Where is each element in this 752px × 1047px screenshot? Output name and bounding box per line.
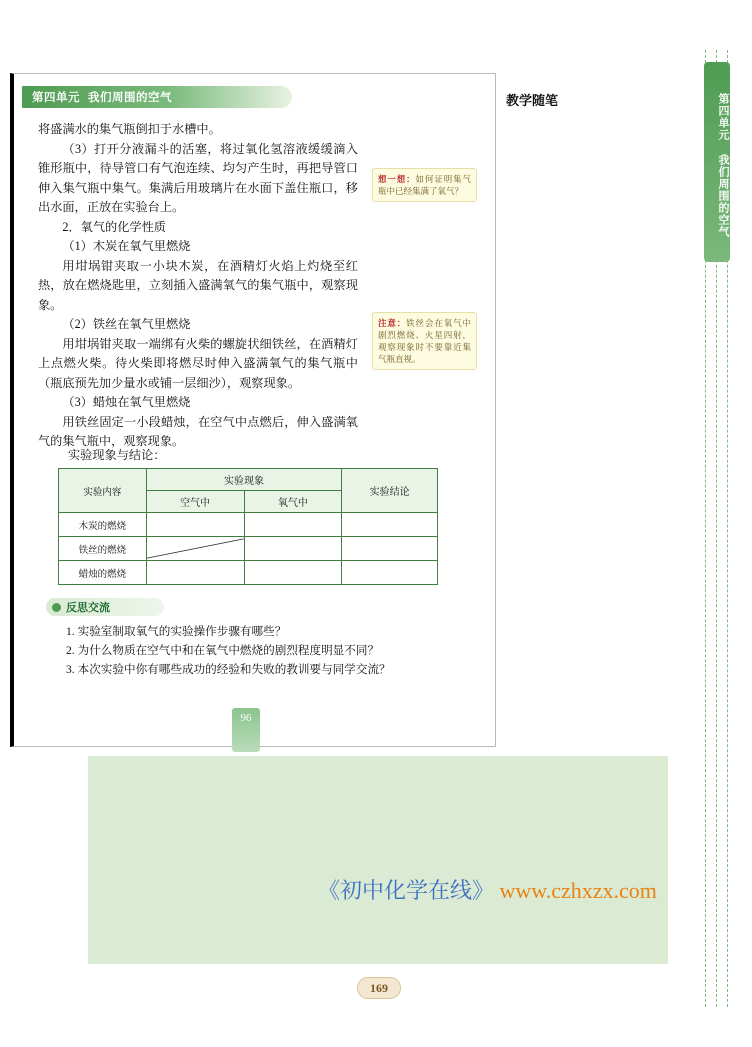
watermark [318,874,657,905]
cell-oxygen[interactable] [244,537,342,561]
cell-air[interactable] [146,537,244,561]
body-subheading: 2．氧气的化学性质 [62,219,166,234]
list-item: 3. 本次实验中你有哪些成功的经验和失败的教训要与同学交流？ [66,663,391,676]
th-air: 空气中 [146,491,244,513]
list-item: 2. 为什么物质在空气中和在氧气中燃烧的剧烈程度明显不同？ [66,644,380,657]
th-conclusion: 实验结论 [342,469,438,513]
cell-air[interactable] [146,513,244,537]
th-phenomenon: 实验现象 [146,469,341,491]
cell-content: 蜡烛的燃烧 [59,561,147,585]
watermark-site-name: 《初中化学在线》 [318,878,495,903]
unit-number-label: 第四单元 [32,92,80,104]
cell-oxygen[interactable] [244,561,342,585]
body-paragraph: （3）打开分液漏斗的活塞，将过氧化氢溶液缓缓滴入锥形瓶中，待导管口有气泡连续、均匀产生时，再把导管口伸入集气瓶中集气。集满后用玻璃片在水面下盖住瓶口，移出水面，正放在实验台上。 [38,141,358,214]
reflection-heading-label: 反思交流 [66,602,110,614]
body-paragraph: 将盛满水的集气瓶倒扣于水槽中。 [38,122,221,136]
body-paragraph: 用铁丝固定一小段蜡烛，在空气中点燃后，伸入盛满氧气的集气瓶中，观察现象。 [38,414,358,448]
teaching-notes-title: 教学随笔 [506,93,559,108]
book-page-number: 169 [357,977,401,999]
cell-oxygen[interactable] [244,513,342,537]
list-item: 1. 实验室制取氧气的实验操作步骤有哪些？ [66,625,287,638]
unit-side-tab: 第四单元 我们周围的空气 [704,62,730,262]
table-row [59,561,438,585]
body-subheading: （3）蜡烛在氧气里燃烧 [62,395,191,409]
side-note-caution [372,312,477,370]
diagonal-line-mark [147,537,244,560]
table-row [59,513,438,537]
experiment-table [58,468,438,585]
body-subheading: （1）木炭在氧气里燃烧 [62,239,191,253]
table-header-row [59,469,438,491]
reflection-heading [46,598,164,616]
note-text: 铁丝会在氧气中剧烈燃烧、火星四射，观察现象时不要靠近集气瓶直视。 [378,318,471,364]
inner-page-number-badge: 96 [232,708,260,752]
watermark-url: www.czhxzx.com [494,878,657,903]
cell-content: 木炭的燃烧 [59,513,147,537]
note-label: 想一想： [378,174,416,184]
th-oxygen: 氧气中 [244,491,342,513]
page-body-text [38,120,358,452]
note-text: 如何证明集气瓶中已经集满了氧气？ [378,174,471,196]
body-paragraph: 用坩埚钳夹取一端绑有火柴的螺旋状细铁丝，在酒精灯上点燃火柴。待火柴即将燃尽时伸入盛满氧气的集气瓶中（瓶底预先加少量水或铺一层细沙），观察现象。 [38,336,358,390]
body-paragraph: 用坩埚钳夹取一小块木炭，在酒精灯火焰上灼烧至红热，放在燃烧匙里，立刻插入盛满氧气的集气瓶中，观察现象。 [38,258,358,312]
cell-conclusion[interactable] [342,561,438,585]
body-subheading: （2）铁丝在氧气里燃烧 [62,317,191,331]
th-content: 实验内容 [59,469,147,513]
cell-air[interactable] [146,561,244,585]
teaching-notes-area [88,756,668,964]
side-note-think [372,168,477,202]
reflection-question-list [66,622,406,679]
unit-title-label: 我们周围的空气 [88,92,172,104]
note-label: 注意： [378,318,407,328]
cell-content: 铁丝的燃烧 [59,537,147,561]
table-row [59,537,438,561]
table-caption: 实验现象与结论： [68,448,166,462]
cell-conclusion[interactable] [342,537,438,561]
cell-conclusion[interactable] [342,513,438,537]
unit-header-band [22,86,292,108]
